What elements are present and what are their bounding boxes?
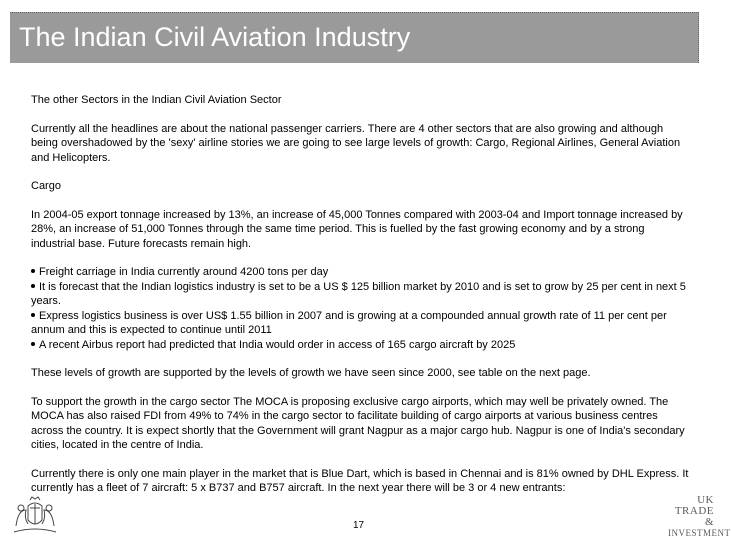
cargo-heading: Cargo — [31, 180, 61, 192]
bullet-dot-icon — [31, 269, 35, 273]
intro-paragraph: Currently all the headlines are about the national passenger carriers. There are 4 other sectors that are also growing and although being overshadowed by the 'sexy' airline stories we are going to see large levels of growth: Cargo, Regional Airlines, General Aviation and Helicopters. — [31, 122, 681, 164]
title-bar — [10, 12, 699, 63]
market-paragraph: Currently there is only one main player in the market that is Blue Dart, which is based in Chennai and is 81% owned by DHL Express. It currently has a fleet of 7 aircraft: 5 x B737 and B757 aircraft. In the next year there will be 3 or 4 new entrants: — [31, 467, 689, 494]
sectors-subheading: The other Sectors in the Indian Civil Aviation Sector — [31, 94, 282, 106]
support-paragraph: To support the growth in the cargo sector The MOCA is proposing exclusive cargo airports, which may well be privately owned. The MOCA has also raised FDI from 49% to 74% in the cargo sector to facilitate building of cargo airports at various business centres across the country. It is expect shortly that the Government will grant Nagpur as a major cargo hub. Nagpur is one of India's secondary cities, located in the centre of India. — [31, 395, 685, 451]
cargo-paragraph: In 2004-05 export tonnage increased by 13%, an increase of 45,000 Tonnes compared with 2003-04 and Import tonnage increased by 28%, an increase of 51,000 Tonnes through the same time period. This is fuelled by the fast growing economy and by a strong industrial base. Future forecasts remain high. — [31, 208, 683, 250]
bullet-item — [31, 338, 687, 353]
page-number: 17 — [353, 520, 365, 531]
bullet-text: Freight carriage in India currently around 4200 tons per day — [39, 266, 329, 278]
ukti-logo — [668, 494, 731, 539]
slide-title: The Indian Civil Aviation Industry — [19, 22, 411, 52]
bullet-dot-icon — [31, 284, 35, 288]
logo-line: INVESTMENT — [668, 528, 731, 538]
bullet-item — [31, 309, 687, 338]
bullet-item — [31, 280, 687, 309]
growth-paragraph: These levels of growth are supported by the levels of growth we have seen since 2000, see table on the next page. — [31, 367, 591, 379]
slide-content — [31, 93, 691, 496]
bullet-dot-icon — [31, 342, 35, 346]
bullet-text: It is forecast that the Indian logistics industry is set to be a US $ 125 billion market by 2010 and is set to grow by 25 per cent in next 5 years. — [31, 280, 686, 307]
bullet-text: A recent Airbus report had predicted that India would order in access of 165 cargo aircraft by 2025 — [39, 338, 516, 351]
royal-crest-icon — [8, 496, 62, 536]
bullet-item — [31, 265, 687, 280]
bullet-dot-icon — [31, 313, 35, 317]
logo-line: TRADE & — [674, 505, 714, 528]
cargo-bullet-list — [31, 265, 687, 352]
logo-line: UK — [697, 494, 714, 506]
bullet-text: Express logistics business is over US$ 1.55 billion in 2007 and is growing at a compounded annual growth rate of 11 per cent per annum and this is expected to continue until 2011 — [31, 309, 667, 336]
